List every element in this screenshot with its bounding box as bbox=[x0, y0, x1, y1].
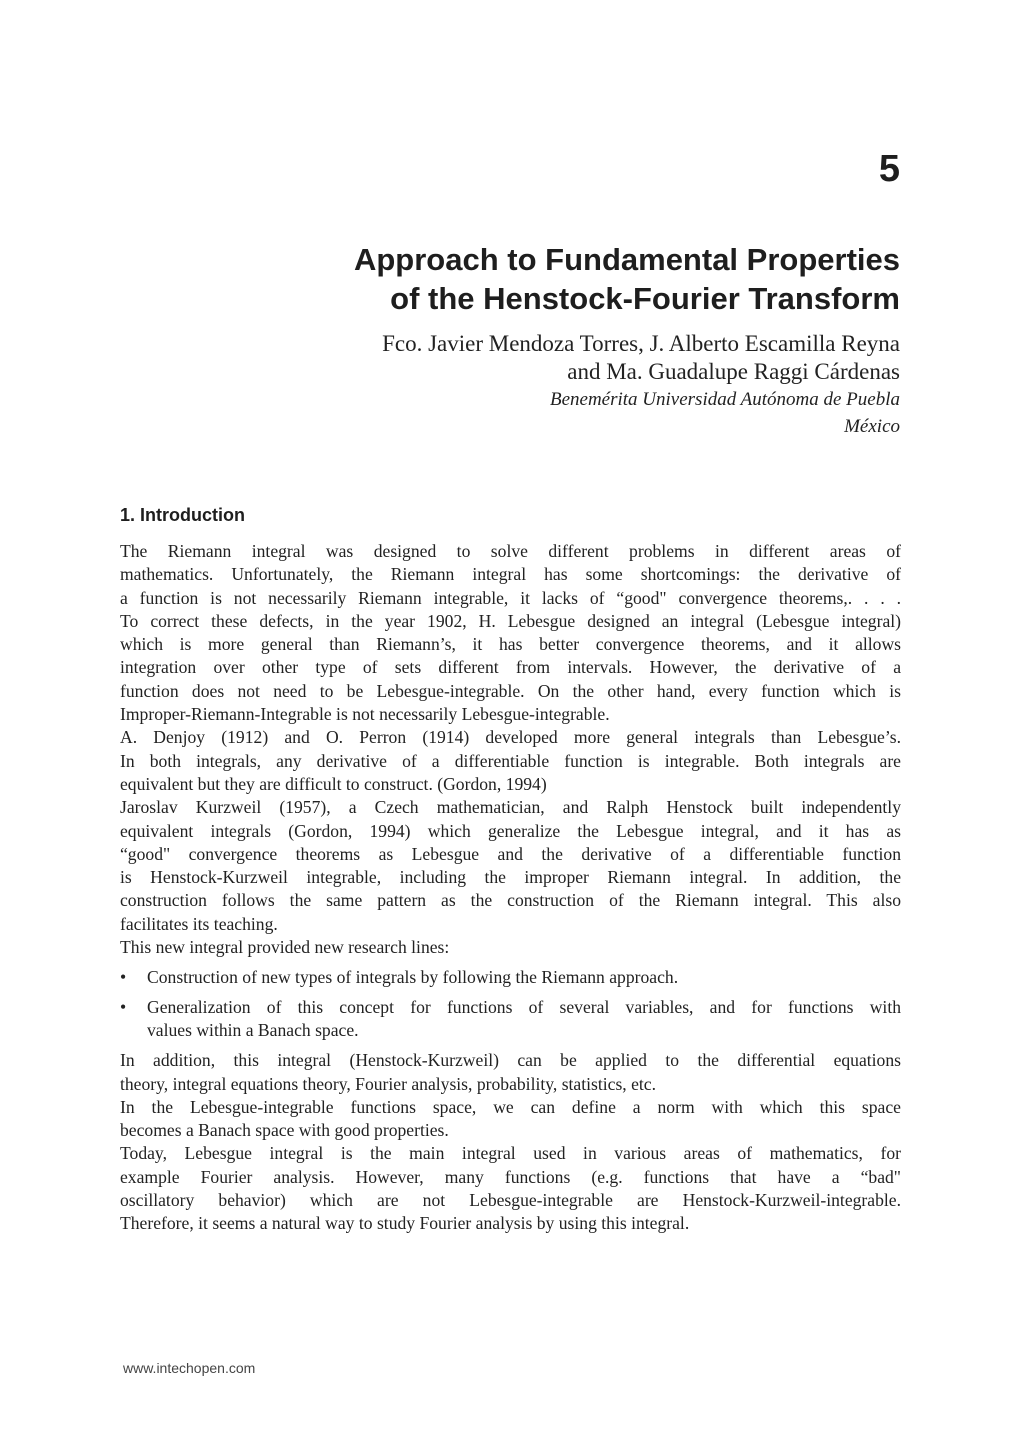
title-line: Approach to Fundamental Properties bbox=[353, 242, 900, 277]
text-line: Improper-Riemann-Integrable is not necessarily Lebesgue-integrable. bbox=[120, 704, 610, 725]
text-line: theory, integral equations theory, Fourier analysis, probability, statistics, etc. bbox=[120, 1073, 656, 1094]
text-line: example Fourier analysis. However, many functions (e.g. functions that have a “bad" bbox=[120, 1166, 901, 1187]
section-heading: 1. Introduction bbox=[120, 505, 245, 525]
text-line: function does not need to be Lebesgue-integrable. On the other hand, every function which is bbox=[120, 680, 901, 701]
paragraph-2 bbox=[120, 726, 901, 796]
text-line: which is more general than Riemann’s, it has better convergence theorems, and it allows bbox=[120, 634, 901, 655]
text-line: values within a Banach space. bbox=[147, 1019, 359, 1040]
text-line: Today, Lebesgue integral is the main integral used in various areas of mathematics, for bbox=[120, 1143, 901, 1164]
affiliation bbox=[200, 386, 900, 440]
body-text bbox=[120, 540, 901, 1236]
chapter-number: 5 bbox=[878, 148, 900, 190]
text-line: integration over other type of sets different from intervals. However, the derivative of a bbox=[120, 657, 901, 678]
text-line: A. Denjoy (1912) and O. Perron (1914) developed more general integrals than Lebesgue’s. bbox=[120, 727, 901, 748]
authors bbox=[200, 330, 900, 386]
text-line: equivalent integrals (Gordon, 1994) which generalize the Lebesgue integral, and it has as bbox=[120, 820, 901, 841]
text-line: In the Lebesgue-integrable functions space, we can define a norm with which this space bbox=[120, 1096, 901, 1117]
bullet-item bbox=[120, 996, 901, 1043]
paragraph-6 bbox=[120, 1096, 901, 1143]
text-line: becomes a Banach space with good properties. bbox=[120, 1120, 449, 1141]
author-line: Fco. Javier Mendoza Torres, J. Alberto Escamilla Reyna bbox=[382, 331, 900, 356]
bullet-item bbox=[120, 966, 901, 989]
text-line: In addition, this integral (Henstock-Kurzweil) can be applied to the differential equations bbox=[120, 1050, 901, 1071]
text-line: is Henstock-Kurzweil integrable, including the improper Riemann integral. In addition, the bbox=[120, 867, 901, 888]
text-line: facilitates its teaching. bbox=[120, 913, 278, 934]
text-line: “good" convergence theorems as Lebesgue and the derivative of a differentiable function bbox=[120, 843, 901, 864]
footer-url: www.intechopen.com bbox=[123, 1360, 256, 1376]
paragraph-7 bbox=[120, 1142, 901, 1235]
paragraph-1 bbox=[120, 540, 901, 726]
paragraph-4 bbox=[120, 936, 901, 959]
paragraph-5 bbox=[120, 1049, 901, 1096]
text-line: In both integrals, any derivative of a differentiable function is integrable. Both integrals are bbox=[120, 750, 901, 771]
paragraph-3 bbox=[120, 796, 901, 936]
text-line: This new integral provided new research lines: bbox=[120, 937, 450, 958]
title-line: of the Henstock-Fourier Transform bbox=[390, 281, 900, 316]
text-line: To correct these defects, in the year 1902, H. Lebesgue designed an integral (Lebesgue integral) bbox=[120, 610, 901, 631]
text-line: construction follows the same pattern as the construction of the Riemann integral. This also bbox=[120, 890, 901, 911]
text-line: Construction of new types of integrals by following the Riemann approach. bbox=[147, 967, 679, 988]
text-line: oscillatory behavior) which are not Lebesgue-integrable are Henstock-Kurzweil-integrable. bbox=[120, 1190, 901, 1211]
text-line: equivalent but they are difficult to construct. (Gordon, 1994) bbox=[120, 773, 547, 794]
text-line: mathematics. Unfortunately, the Riemann integral has some shortcomings: the derivative of bbox=[120, 564, 901, 585]
text-line: The Riemann integral was designed to solve different problems in different areas of bbox=[120, 541, 901, 561]
chapter-title bbox=[200, 240, 900, 318]
text-line: Jaroslav Kurzweil (1957), a Czech mathematician, and Ralph Henstock built independently bbox=[120, 797, 901, 818]
text-line: Therefore, it seems a natural way to study Fourier analysis by using this integral. bbox=[120, 1213, 690, 1234]
affiliation-line: Benemérita Universidad Autónoma de Puebla bbox=[549, 389, 900, 410]
author-line: and Ma. Guadalupe Raggi Cárdenas bbox=[567, 359, 900, 384]
bullet-list bbox=[120, 966, 901, 1042]
affiliation-line: México bbox=[844, 416, 900, 437]
bullet-icon: • bbox=[120, 996, 127, 1017]
bullet-icon: • bbox=[120, 967, 127, 988]
text-line: Generalization of this concept for functions of several variables, and for functions with bbox=[147, 996, 901, 1017]
text-line: a function is not necessarily Riemann integrable, it lacks of “good" convergence theorems,. . . . bbox=[120, 587, 901, 608]
